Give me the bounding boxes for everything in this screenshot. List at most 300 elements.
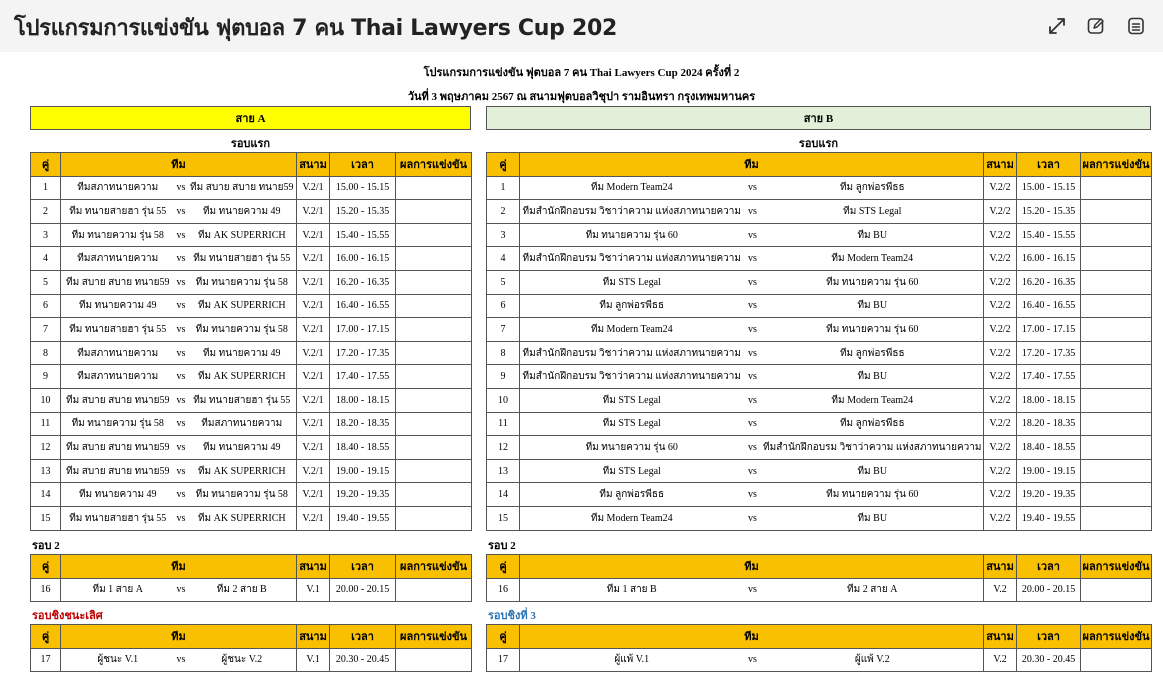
match-number: 11 bbox=[487, 412, 520, 436]
match-time: 15.00 - 15.15 bbox=[330, 176, 396, 200]
col-header-result: ผลการแข่งขัน bbox=[396, 555, 472, 579]
table-row bbox=[31, 200, 472, 224]
vs-label: vs bbox=[744, 506, 762, 530]
match-number: 3 bbox=[31, 223, 61, 247]
field: V.2/2 bbox=[984, 223, 1017, 247]
field: V.2/1 bbox=[297, 223, 330, 247]
match-number: 4 bbox=[31, 247, 61, 271]
result bbox=[396, 223, 472, 247]
match-number: 2 bbox=[487, 200, 520, 224]
away-team: ผู้ชนะ V.2 bbox=[188, 648, 297, 672]
match-time: 16.00 - 16.15 bbox=[1017, 247, 1081, 271]
match-number: 7 bbox=[487, 318, 520, 342]
table-row bbox=[487, 483, 1152, 507]
list-icon[interactable] bbox=[1124, 14, 1148, 38]
match-time: 20.30 - 20.45 bbox=[330, 648, 396, 672]
home-team: ทีม 1 สาย A bbox=[61, 578, 175, 602]
field: V.2/2 bbox=[984, 294, 1017, 318]
vs-label: vs bbox=[175, 459, 188, 483]
final-caption-a: รอบชิงชนะเลิศ bbox=[32, 610, 103, 622]
table-row bbox=[487, 459, 1152, 483]
col-header-team: ทีม bbox=[520, 153, 984, 177]
match-time: 18.00 - 18.15 bbox=[330, 388, 396, 412]
home-team: ทีม STS Legal bbox=[520, 412, 744, 436]
home-team: ทีม STS Legal bbox=[520, 388, 744, 412]
home-team: ทีม ทนายความ รุ่น 60 bbox=[520, 223, 744, 247]
vs-label: vs bbox=[744, 176, 762, 200]
away-team: ทีม ทนายความ 49 bbox=[188, 200, 297, 224]
table-header-row bbox=[31, 153, 472, 177]
table-row bbox=[487, 223, 1152, 247]
away-team: ทีม ทนายสายฮา รุ่น 55 bbox=[188, 388, 297, 412]
col-header-no: คู่ bbox=[487, 153, 520, 177]
home-team: ทีม ทนายความ 49 bbox=[61, 294, 175, 318]
match-number: 6 bbox=[487, 294, 520, 318]
home-team: ทีม STS Legal bbox=[520, 270, 744, 294]
col-header-time: เวลา bbox=[1017, 153, 1081, 177]
match-time: 15.20 - 15.35 bbox=[330, 200, 396, 224]
field: V.2/2 bbox=[984, 247, 1017, 271]
result bbox=[1081, 318, 1152, 342]
home-team: ผู้ชนะ V.1 bbox=[61, 648, 175, 672]
home-team: ทีม สบาย สบาย ทนาย59 bbox=[61, 270, 175, 294]
match-time: 16.00 - 16.15 bbox=[330, 247, 396, 271]
col-header-team: ทีม bbox=[520, 555, 984, 579]
result bbox=[396, 459, 472, 483]
match-number: 9 bbox=[31, 365, 61, 389]
final-a-table bbox=[30, 624, 472, 672]
match-number: 1 bbox=[31, 176, 61, 200]
match-number: 14 bbox=[31, 483, 61, 507]
match-time: 17.00 - 17.15 bbox=[1017, 318, 1081, 342]
away-team: ทีม ทนายความ 49 bbox=[188, 341, 297, 365]
home-team: ทีม ลูกพ่อรพีธธ bbox=[520, 483, 744, 507]
home-team: ทีมสำนักฝึกอบรม วิชาว่าความ แห่งสภาทนายความ bbox=[520, 247, 744, 271]
round2-caption-a: รอบ 2 bbox=[32, 540, 60, 552]
away-team: ทีม STS Legal bbox=[762, 200, 984, 224]
match-time: 17.20 - 17.35 bbox=[1017, 341, 1081, 365]
result bbox=[396, 388, 472, 412]
result bbox=[396, 436, 472, 460]
match-number: 1 bbox=[487, 176, 520, 200]
table-row bbox=[487, 341, 1152, 365]
away-team: ทีม Modern Team24 bbox=[762, 388, 984, 412]
away-team: ทีม AK SUPERRICH bbox=[188, 506, 297, 530]
pool-b-header: สาย B bbox=[486, 106, 1151, 130]
third-place-caption-b: รอบชิงที่ 3 bbox=[488, 610, 536, 622]
table-row bbox=[31, 648, 472, 672]
match-time: 15.20 - 15.35 bbox=[1017, 200, 1081, 224]
match-number: 11 bbox=[31, 412, 61, 436]
result bbox=[1081, 459, 1152, 483]
match-number: 12 bbox=[31, 436, 61, 460]
pool-a-header: สาย A bbox=[30, 106, 471, 130]
match-time: 19.40 - 19.55 bbox=[330, 506, 396, 530]
home-team: ทีม ลูกพ่อรพีธธ bbox=[520, 294, 744, 318]
home-team: ทีม ทนายความ รุ่น 58 bbox=[61, 223, 175, 247]
table-row bbox=[31, 294, 472, 318]
field: V.2/2 bbox=[984, 506, 1017, 530]
col-header-field: สนาม bbox=[297, 625, 330, 649]
home-team: ทีมสำนักฝึกอบรม วิชาว่าความ แห่งสภาทนายความ bbox=[520, 200, 744, 224]
col-header-result: ผลการแข่งขัน bbox=[396, 625, 472, 649]
doc-subtitle: วันที่ 3 พฤษภาคม 2567 ณ สนามฟุตบอลวิชุปา รามอินทรา กรุงเทพมหานคร bbox=[407, 91, 756, 103]
col-header-no: คู่ bbox=[487, 555, 520, 579]
table-row bbox=[31, 388, 472, 412]
result bbox=[396, 247, 472, 271]
field: V.2/2 bbox=[984, 483, 1017, 507]
vs-label: vs bbox=[175, 436, 188, 460]
table-header-row bbox=[31, 555, 472, 579]
match-number: 13 bbox=[31, 459, 61, 483]
table-header-row bbox=[487, 153, 1152, 177]
vs-label: vs bbox=[175, 506, 188, 530]
match-time: 19.00 - 19.15 bbox=[1017, 459, 1081, 483]
result bbox=[396, 578, 472, 602]
match-time: 18.20 - 18.35 bbox=[330, 412, 396, 436]
table-row bbox=[31, 270, 472, 294]
result bbox=[396, 648, 472, 672]
result bbox=[396, 365, 472, 389]
home-team: ทีมสำนักฝึกอบรม วิชาว่าความ แห่งสภาทนายความ bbox=[520, 341, 744, 365]
col-header-no: คู่ bbox=[487, 625, 520, 649]
away-team: ทีม AK SUPERRICH bbox=[188, 294, 297, 318]
match-time: 16.20 - 16.35 bbox=[1017, 270, 1081, 294]
match-number: 16 bbox=[487, 578, 520, 602]
table-row bbox=[31, 176, 472, 200]
round2-b-table bbox=[486, 554, 1152, 602]
col-header-team: ทีม bbox=[61, 153, 297, 177]
table-row bbox=[31, 247, 472, 271]
match-time: 15.40 - 15.55 bbox=[1017, 223, 1081, 247]
away-team: ทีม AK SUPERRICH bbox=[188, 223, 297, 247]
col-header-result: ผลการแข่งขัน bbox=[1081, 555, 1152, 579]
table-row bbox=[487, 365, 1152, 389]
col-header-field: สนาม bbox=[984, 625, 1017, 649]
match-number: 10 bbox=[487, 388, 520, 412]
col-header-field: สนาม bbox=[984, 555, 1017, 579]
vs-label: vs bbox=[744, 223, 762, 247]
table-row bbox=[31, 483, 472, 507]
away-team: ทีม AK SUPERRICH bbox=[188, 459, 297, 483]
vs-label: vs bbox=[175, 318, 188, 342]
table-header-row bbox=[487, 625, 1152, 649]
edit-icon[interactable] bbox=[1084, 14, 1108, 38]
match-number: 9 bbox=[487, 365, 520, 389]
table-row bbox=[487, 318, 1152, 342]
col-header-field: สนาม bbox=[984, 153, 1017, 177]
home-team: ทีม สบาย สบาย ทนาย59 bbox=[61, 388, 175, 412]
vs-label: vs bbox=[744, 365, 762, 389]
vs-label: vs bbox=[744, 388, 762, 412]
field: V.2/1 bbox=[297, 483, 330, 507]
table-row bbox=[487, 578, 1152, 602]
table-row bbox=[31, 578, 472, 602]
field: V.2/2 bbox=[984, 341, 1017, 365]
result bbox=[1081, 176, 1152, 200]
result bbox=[396, 412, 472, 436]
home-team: ทีมสภาทนายความ bbox=[61, 365, 175, 389]
vs-label: vs bbox=[744, 247, 762, 271]
away-team: ทีม Modern Team24 bbox=[762, 247, 984, 271]
table-row bbox=[487, 412, 1152, 436]
result bbox=[396, 341, 472, 365]
pool-b-schedule-table bbox=[486, 152, 1152, 531]
home-team: ทีม ทนายสายฮา รุ่น 55 bbox=[61, 506, 175, 530]
home-team: ทีม Modern Team24 bbox=[520, 176, 744, 200]
match-number: 5 bbox=[31, 270, 61, 294]
match-time: 19.20 - 19.35 bbox=[330, 483, 396, 507]
col-header-result: ผลการแข่งขัน bbox=[1081, 625, 1152, 649]
vs-label: vs bbox=[175, 365, 188, 389]
field: V.2/1 bbox=[297, 247, 330, 271]
away-team: ทีม BU bbox=[762, 459, 984, 483]
home-team: ทีม ทนายความ รุ่น 60 bbox=[520, 436, 744, 460]
col-header-time: เวลา bbox=[1017, 555, 1081, 579]
app-title: โปรแกรมการแข่งขัน ฟุตบอล 7 คน Thai Lawyers Cup 202 bbox=[14, 16, 617, 41]
match-number: 5 bbox=[487, 270, 520, 294]
match-time: 16.20 - 16.35 bbox=[330, 270, 396, 294]
away-team: ทีมสภาทนายความ bbox=[188, 412, 297, 436]
result bbox=[396, 294, 472, 318]
vs-label: vs bbox=[175, 270, 188, 294]
match-number: 14 bbox=[487, 483, 520, 507]
match-number: 15 bbox=[31, 506, 61, 530]
col-header-time: เวลา bbox=[1017, 625, 1081, 649]
match-time: 20.00 - 20.15 bbox=[330, 578, 396, 602]
away-team: ทีม ทนายความ รุ่น 60 bbox=[762, 318, 984, 342]
match-time: 20.30 - 20.45 bbox=[1017, 648, 1081, 672]
away-team: ทีม BU bbox=[762, 294, 984, 318]
vs-label: vs bbox=[744, 412, 762, 436]
home-team: ทีม STS Legal bbox=[520, 459, 744, 483]
round2-a-table bbox=[30, 554, 472, 602]
match-time: 17.40 - 17.55 bbox=[330, 365, 396, 389]
away-team: ทีม ทนายความ รุ่น 60 bbox=[762, 270, 984, 294]
vs-label: vs bbox=[175, 247, 188, 271]
match-number: 2 bbox=[31, 200, 61, 224]
result bbox=[396, 483, 472, 507]
vs-label: vs bbox=[175, 223, 188, 247]
home-team: ผู้แพ้ V.1 bbox=[520, 648, 744, 672]
col-header-no: คู่ bbox=[31, 625, 61, 649]
result bbox=[1081, 648, 1152, 672]
home-team: ทีมสภาทนายความ bbox=[61, 341, 175, 365]
vs-label: vs bbox=[175, 294, 188, 318]
result bbox=[1081, 270, 1152, 294]
match-number: 16 bbox=[31, 578, 61, 602]
doc-title: โปรแกรมการแข่งขัน ฟุตบอล 7 คน Thai Lawyers Cup 2024 ครั้งที่ 2 bbox=[423, 67, 740, 79]
app-toolbar bbox=[0, 0, 1163, 52]
away-team: ทีม ทนายสายฮา รุ่น 55 bbox=[188, 247, 297, 271]
match-time: 18.20 - 18.35 bbox=[1017, 412, 1081, 436]
match-time: 19.40 - 19.55 bbox=[1017, 506, 1081, 530]
away-team: ทีม 2 สาย B bbox=[188, 578, 297, 602]
match-number: 17 bbox=[487, 648, 520, 672]
result bbox=[396, 176, 472, 200]
vs-label: vs bbox=[175, 483, 188, 507]
match-time: 15.00 - 15.15 bbox=[1017, 176, 1081, 200]
field: V.1 bbox=[297, 648, 330, 672]
table-row bbox=[487, 294, 1152, 318]
home-team: ทีม 1 สาย B bbox=[520, 578, 744, 602]
home-team: ทีม ทนายความ 49 bbox=[61, 483, 175, 507]
table-row bbox=[31, 412, 472, 436]
result bbox=[1081, 412, 1152, 436]
col-header-field: สนาม bbox=[297, 555, 330, 579]
vs-label: vs bbox=[744, 318, 762, 342]
away-team: ทีม ลูกพ่อรพีธธ bbox=[762, 341, 984, 365]
match-number: 7 bbox=[31, 318, 61, 342]
vs-label: vs bbox=[175, 200, 188, 224]
col-header-result: ผลการแข่งขัน bbox=[396, 153, 472, 177]
home-team: ทีม Modern Team24 bbox=[520, 506, 744, 530]
match-number: 4 bbox=[487, 247, 520, 271]
match-number: 17 bbox=[31, 648, 61, 672]
document-page bbox=[0, 52, 1163, 685]
table-row bbox=[31, 436, 472, 460]
away-team: ผู้แพ้ V.2 bbox=[762, 648, 984, 672]
away-team: ทีม BU bbox=[762, 365, 984, 389]
match-time: 19.20 - 19.35 bbox=[1017, 483, 1081, 507]
vs-label: vs bbox=[175, 341, 188, 365]
result bbox=[1081, 341, 1152, 365]
match-time: 17.20 - 17.35 bbox=[330, 341, 396, 365]
match-time: 18.40 - 18.55 bbox=[1017, 436, 1081, 460]
round1-caption-a: รอบแรก bbox=[230, 138, 271, 150]
result bbox=[396, 318, 472, 342]
table-row bbox=[487, 176, 1152, 200]
home-team: ทีม Modern Team24 bbox=[520, 318, 744, 342]
away-team: ทีม ลูกพ่อรพีธธ bbox=[762, 176, 984, 200]
match-number: 12 bbox=[487, 436, 520, 460]
table-row bbox=[487, 436, 1152, 460]
field: V.2/2 bbox=[984, 436, 1017, 460]
col-header-field: สนาม bbox=[297, 153, 330, 177]
field: V.2/1 bbox=[297, 200, 330, 224]
field: V.2/1 bbox=[297, 436, 330, 460]
vs-label: vs bbox=[175, 388, 188, 412]
field: V.1 bbox=[297, 578, 330, 602]
vs-label: vs bbox=[744, 200, 762, 224]
vs-label: vs bbox=[175, 176, 188, 200]
table-row bbox=[487, 200, 1152, 224]
match-number: 6 bbox=[31, 294, 61, 318]
field: V.2/1 bbox=[297, 294, 330, 318]
home-team: ทีม ทนายสายฮา รุ่น 55 bbox=[61, 318, 175, 342]
result bbox=[1081, 223, 1152, 247]
result bbox=[1081, 506, 1152, 530]
vs-label: vs bbox=[744, 648, 762, 672]
vs-label: vs bbox=[175, 412, 188, 436]
match-time: 17.40 - 17.55 bbox=[1017, 365, 1081, 389]
away-team: ทีม ทนายความ 49 bbox=[188, 436, 297, 460]
away-team: ทีม ทนายความ รุ่น 58 bbox=[188, 270, 297, 294]
away-team: ทีม BU bbox=[762, 223, 984, 247]
vs-label: vs bbox=[175, 578, 188, 602]
field: V.2/1 bbox=[297, 341, 330, 365]
field: V.2/1 bbox=[297, 365, 330, 389]
home-team: ทีมสภาทนายความ bbox=[61, 176, 175, 200]
col-header-no: คู่ bbox=[31, 555, 61, 579]
round2-caption-b: รอบ 2 bbox=[488, 540, 516, 552]
col-header-result: ผลการแข่งขัน bbox=[1081, 153, 1152, 177]
field: V.2/1 bbox=[297, 459, 330, 483]
field: V.2/2 bbox=[984, 318, 1017, 342]
away-team: ทีม 2 สาย A bbox=[762, 578, 984, 602]
match-time: 18.40 - 18.55 bbox=[330, 436, 396, 460]
result bbox=[396, 200, 472, 224]
table-row bbox=[31, 341, 472, 365]
result bbox=[1081, 200, 1152, 224]
away-team: ทีม AK SUPERRICH bbox=[188, 365, 297, 389]
field: V.2/2 bbox=[984, 388, 1017, 412]
match-time: 18.00 - 18.15 bbox=[1017, 388, 1081, 412]
vs-label: vs bbox=[744, 578, 762, 602]
home-team: ทีม สบาย สบาย ทนาย59 bbox=[61, 459, 175, 483]
table-row bbox=[487, 270, 1152, 294]
match-time: 17.00 - 17.15 bbox=[330, 318, 396, 342]
match-number: 8 bbox=[31, 341, 61, 365]
away-team: ทีมสำนักฝึกอบรม วิชาว่าความ แห่งสภาทนายความ bbox=[762, 436, 984, 460]
field: V.2 bbox=[984, 648, 1017, 672]
result bbox=[396, 270, 472, 294]
result bbox=[396, 506, 472, 530]
table-row bbox=[31, 318, 472, 342]
field: V.2/2 bbox=[984, 176, 1017, 200]
home-team: ทีมสำนักฝึกอบรม วิชาว่าความ แห่งสภาทนายความ bbox=[520, 365, 744, 389]
match-number: 10 bbox=[31, 388, 61, 412]
vs-label: vs bbox=[744, 459, 762, 483]
vs-label: vs bbox=[744, 436, 762, 460]
round1-caption-b: รอบแรก bbox=[798, 138, 839, 150]
away-team: ทีม ทนายความ รุ่น 58 bbox=[188, 483, 297, 507]
vs-label: vs bbox=[744, 294, 762, 318]
vs-label: vs bbox=[744, 483, 762, 507]
match-time: 20.00 - 20.15 bbox=[1017, 578, 1081, 602]
match-number: 13 bbox=[487, 459, 520, 483]
home-team: ทีม ทนายความ รุ่น 58 bbox=[61, 412, 175, 436]
result bbox=[1081, 483, 1152, 507]
match-time: 19.00 - 19.15 bbox=[330, 459, 396, 483]
match-time: 15.40 - 15.55 bbox=[330, 223, 396, 247]
result bbox=[1081, 294, 1152, 318]
table-row bbox=[31, 365, 472, 389]
table-row bbox=[487, 247, 1152, 271]
field: V.2/1 bbox=[297, 506, 330, 530]
expand-icon[interactable] bbox=[1045, 14, 1069, 38]
away-team: ทีม ทนายความ รุ่น 60 bbox=[762, 483, 984, 507]
col-header-team: ทีม bbox=[61, 555, 297, 579]
vs-label: vs bbox=[744, 270, 762, 294]
field: V.2/1 bbox=[297, 176, 330, 200]
table-row bbox=[487, 648, 1152, 672]
vs-label: vs bbox=[744, 341, 762, 365]
result bbox=[1081, 247, 1152, 271]
result bbox=[1081, 388, 1152, 412]
match-number: 8 bbox=[487, 341, 520, 365]
field: V.2/1 bbox=[297, 412, 330, 436]
table-row bbox=[31, 223, 472, 247]
field: V.2 bbox=[984, 578, 1017, 602]
table-row bbox=[487, 388, 1152, 412]
field: V.2/2 bbox=[984, 459, 1017, 483]
vs-label: vs bbox=[175, 648, 188, 672]
third-place-b-table bbox=[486, 624, 1152, 672]
pool-a-schedule-table bbox=[30, 152, 472, 531]
field: V.2/2 bbox=[984, 365, 1017, 389]
table-header-row bbox=[487, 555, 1152, 579]
